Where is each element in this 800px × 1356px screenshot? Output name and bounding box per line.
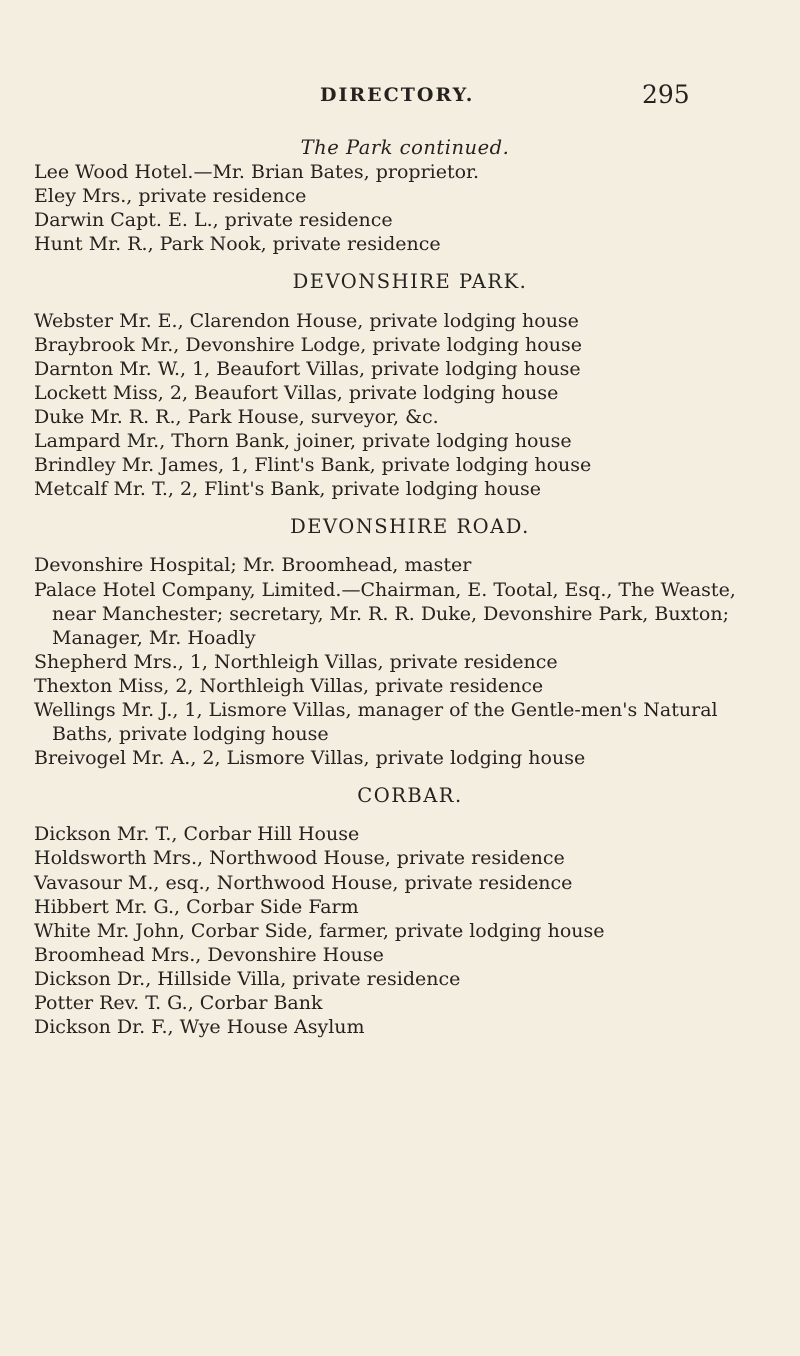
directory-entry: Brindley Mr. James, 1, Flint's Bank, private lodging house	[34, 454, 592, 477]
directory-entry: Thexton Miss, 2, Northleigh Villas, private residence	[34, 674, 544, 697]
directory-entry: Hunt Mr. R., Park Nook, private residence	[34, 233, 441, 256]
section-title: DEVONSHIRE ROAD.	[290, 515, 530, 539]
section-title: CORBAR.	[357, 784, 463, 808]
directory-entry: Palace Hotel Company, Limited.—Chairman, E. Tootal, Esq., The Weaste, near Manchester; secretary, Mr. R. R. Duke, Devonshire Park, Buxton; Manager, Mr. Hoadly	[34, 578, 736, 649]
directory-entry: Holdsworth Mrs., Northwood House, private residence	[34, 847, 565, 870]
section-title: The Park continued.	[300, 136, 510, 159]
entry-list	[34, 553, 766, 770]
section-title: DEVONSHIRE PARK.	[292, 270, 528, 294]
section-corbar	[34, 784, 766, 1039]
section-the-park	[34, 136, 766, 256]
directory-entry: Lockett Miss, 2, Beaufort Villas, private lodging house	[34, 381, 559, 404]
directory-entry: Breivogel Mr. A., 2, Lismore Villas, private lodging house	[34, 747, 586, 770]
directory-entry: White Mr. John, Corbar Side, farmer, private lodging house	[34, 919, 605, 942]
directory-entry: Dickson Mr. T., Corbar Hill House	[34, 823, 360, 846]
running-head	[0, 80, 800, 112]
directory-entry: Hibbert Mr. G., Corbar Side Farm	[34, 895, 359, 918]
directory-entry: Duke Mr. R. R., Park House, surveyor, &c.	[34, 405, 439, 428]
directory-entry: Shepherd Mrs., 1, Northleigh Villas, private residence	[34, 650, 558, 673]
directory-entry: Dickson Dr. F., Wye House Asylum	[34, 1016, 365, 1039]
page-number: 295	[642, 80, 690, 109]
directory-entry: Darwin Capt. E. L., private residence	[34, 209, 393, 232]
directory-content	[34, 136, 766, 1039]
section-devonshire-park	[34, 270, 766, 501]
directory-entry: Lee Wood Hotel.—Mr. Brian Bates, proprietor.	[34, 161, 480, 184]
directory-entry: Eley Mrs., private residence	[34, 185, 307, 208]
entry-list	[34, 822, 766, 1039]
directory-entry: Metcalf Mr. T., 2, Flint's Bank, private lodging house	[34, 478, 542, 501]
directory-entry: Devonshire Hospital; Mr. Broomhead, master	[34, 554, 472, 577]
directory-entry: Webster Mr. E., Clarendon House, private lodging house	[34, 309, 579, 332]
entry-list	[34, 309, 766, 502]
directory-entry: Dickson Dr., Hillside Villa, private residence	[34, 967, 461, 990]
directory-entry: Lampard Mr., Thorn Bank, joiner, private lodging house	[34, 430, 572, 453]
section-devonshire-road	[34, 515, 766, 770]
entry-list	[34, 160, 766, 256]
directory-entry: Potter Rev. T. G., Corbar Bank	[34, 992, 323, 1014]
directory-entry: Broomhead Mrs., Devonshire House	[34, 943, 384, 966]
directory-entry: Braybrook Mr., Devonshire Lodge, private lodging house	[34, 333, 582, 356]
directory-entry: Wellings Mr. J., 1, Lismore Villas, manager of the Gentle-men's Natural Baths, private lodging house	[34, 698, 718, 746]
directory-entry: Darnton Mr. W., 1, Beaufort Villas, private lodging house	[34, 357, 581, 380]
directory-entry: Vavasour M., esq., Northwood House, private residence	[34, 871, 573, 894]
running-title: DIRECTORY.	[320, 84, 475, 106]
